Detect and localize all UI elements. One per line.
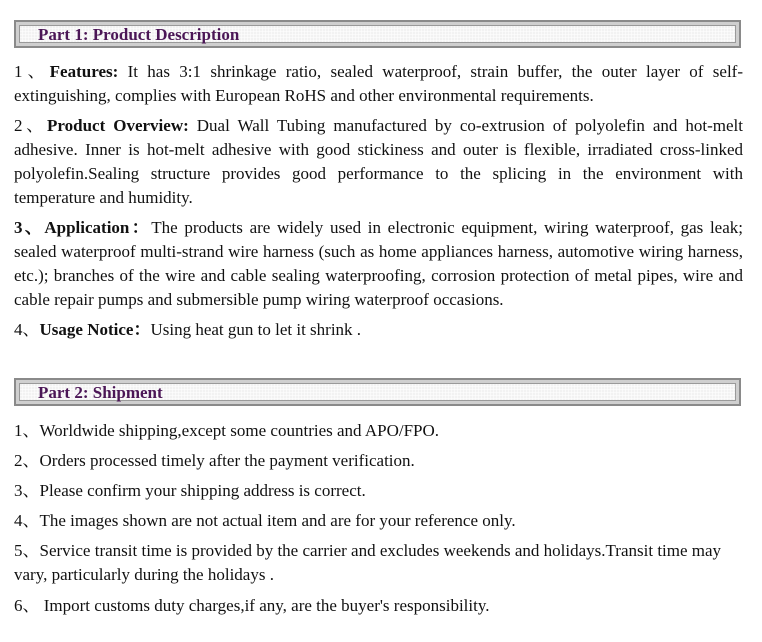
item-label: Product Overview: bbox=[47, 116, 189, 135]
shipment-item: 2、Orders processed timely after the payment verification. bbox=[14, 451, 415, 470]
item-text: The products are widely used in electronic equipment, wiring waterproof, gas leak; sealed waterproof multi-strand wire harness (such as home appliances harness, automotive wiring harness, etc.); branches of the wire and cable sealing waterproofing, corrosion protection of metal pipes, wire and cable repair pumps and submersible pump wiring waterproof occasions. bbox=[14, 218, 743, 309]
part1-item-product-overview bbox=[14, 114, 743, 210]
item-number: 3、 bbox=[14, 218, 45, 237]
item-label: Usage Notice： bbox=[39, 320, 151, 339]
item-number: 4、 bbox=[14, 320, 40, 339]
part2-title: Part 2: Shipment bbox=[38, 383, 163, 402]
part2-header bbox=[14, 378, 741, 406]
item-label: Features: bbox=[49, 62, 119, 81]
item-text: Dual Wall Tubing manufactured by co-extrusion of polyolefin and hot-melt adhesive. Inner is hot-melt adhesive with good stickiness and outer is flexible, irradiated cross-linked polyolefin.Sealing structure provides good performance to the splicing in the environment with temperature and humidity. bbox=[14, 116, 743, 207]
shipment-item: 5、Service transit time is provided by the carrier and excludes weekends and holidays.Transit time may vary, particularly during the holidays . bbox=[14, 541, 722, 584]
item-number: 2、 bbox=[14, 116, 47, 135]
item-text: It has 3:1 shrinkage ratio, sealed waterproof, strain buffer, the outer layer of self-extinguishing, complies with European RoHS and other environmental requirements. bbox=[14, 62, 743, 105]
part1-title: Part 1: Product Description bbox=[38, 25, 240, 44]
part1-item-usage-notice bbox=[14, 318, 743, 342]
item-text: Using heat gun to let it shrink . bbox=[150, 320, 362, 339]
shipment-item: 3、Please confirm your shipping address is correct. bbox=[14, 481, 366, 500]
item-number: 1、 bbox=[14, 62, 50, 81]
part1-item-features bbox=[14, 60, 743, 108]
item-label: Application： bbox=[44, 218, 152, 237]
part1-item-application bbox=[14, 216, 743, 312]
shipment-item: 4、The images shown are not actual item and are for your reference only. bbox=[14, 511, 516, 530]
shipment-item: 6、 Import customs duty charges,if any, are the buyer's responsibility. bbox=[14, 596, 490, 615]
shipment-item: 1、Worldwide shipping,except some countries and APO/FPO. bbox=[14, 421, 440, 440]
part1-header bbox=[14, 20, 741, 48]
